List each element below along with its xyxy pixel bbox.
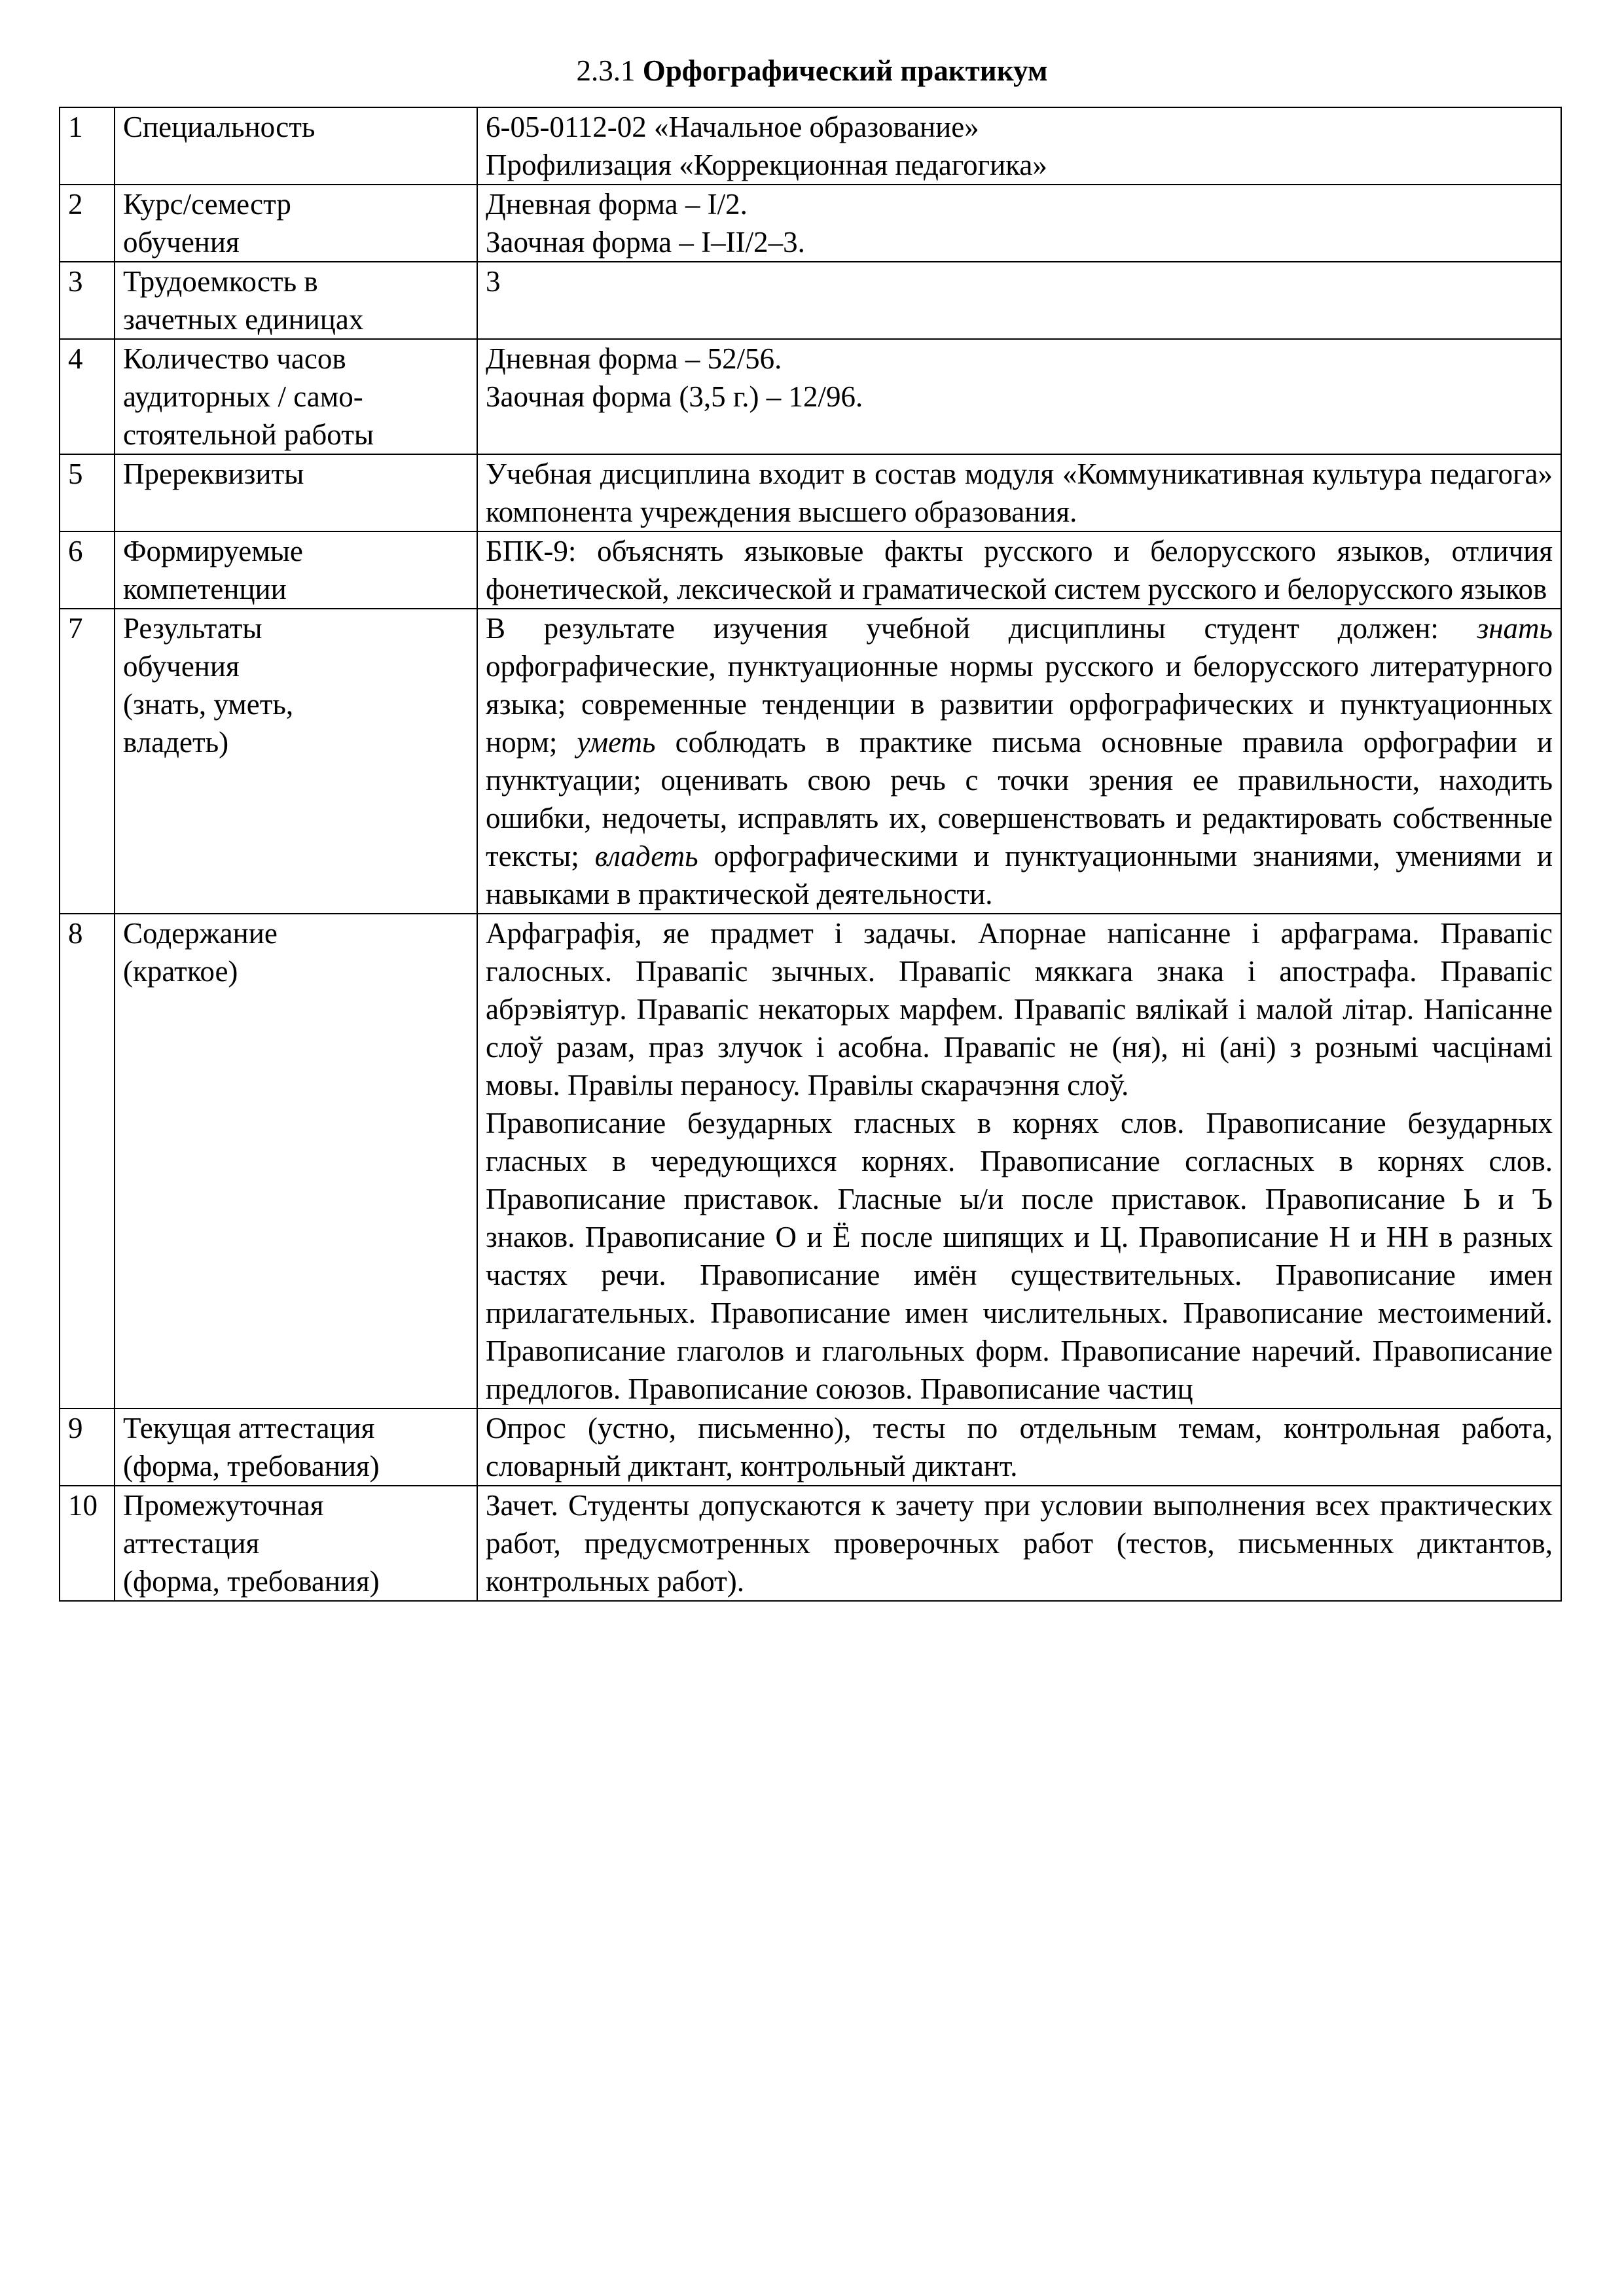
row-value: Зачет. Студенты допускаются к зачету при условии выполнения всех практических работ, предусмотренных проверочных работ (тестов, письменных диктантов, контрольных работ). [477,1486,1561,1601]
label-line: Промежуточная [123,1489,324,1522]
row-label [115,914,477,1408]
value-line: Дневная форма – I/2. [486,188,748,221]
label-line: компетенции [123,573,287,605]
table-row [60,609,1561,914]
row-label [115,1408,477,1486]
row-label [115,339,477,454]
value-line: 3 [486,265,501,298]
section-title: Орфографический практикум [642,54,1048,87]
page-title [0,51,1624,90]
label-line: Текущая аттестация [123,1412,375,1444]
row-number: 6 [60,531,115,609]
row-value [477,914,1561,1408]
label-line: зачетных единицах [123,303,364,336]
label-line: аттестация [123,1527,260,1560]
row-number: 4 [60,339,115,454]
row-number: 8 [60,914,115,1408]
row-value [477,609,1561,914]
label-line: Количество часов [123,342,346,375]
row-value [477,107,1561,185]
row-value [477,262,1561,339]
results-text: В результате изучения учебной дисциплины студент должен: [486,612,1439,645]
row-label [115,454,477,531]
row-label [115,107,477,185]
results-own: владеть [594,840,698,872]
label-line: Пререквизиты [123,457,304,490]
table-row [60,107,1561,185]
row-number: 7 [60,609,115,914]
course-spec-table [59,107,1562,1602]
label-line: обучения [123,226,240,259]
table-row [60,339,1561,454]
results-text: орфографические, пунктуационные нормы русского и белорусского литературного языка; современные тенденции в развитии орфографических и пунктуационных норм; [486,650,1553,759]
row-number: 5 [60,454,115,531]
row-label [115,1486,477,1601]
row-number: 10 [60,1486,115,1601]
label-line: Формируемые [123,535,303,567]
value-line: Дневная форма – 52/56. [486,342,782,375]
row-label [115,531,477,609]
label-line: (форма, требования) [123,1450,380,1482]
label-line: обучения [123,650,240,683]
label-line: (форма, требования) [123,1565,380,1598]
label-line: стоятельной работы [123,418,374,451]
row-value: БПК-9: объяснять языковые факты русского и белорусского языков, отличия фонетической, лексической и граматической систем русского и белорусского языков [477,531,1561,609]
label-line: Содержание [123,917,278,950]
value-line: 6-05-0112-02 «Начальное образование» [486,111,979,143]
table-row [60,1486,1561,1601]
value-line: Профилизация «Коррекционная педагогика» [486,149,1047,181]
row-label [115,609,477,914]
table-row [60,454,1561,531]
table-row [60,1408,1561,1486]
label-line: (краткое) [123,955,238,988]
row-value [477,185,1561,262]
label-line: (знать, уметь, [123,688,294,721]
label-line: Специальность [123,111,316,143]
value-line: Заочная форма – I–II/2–3. [486,226,805,259]
content-paragraph: Арфаграфія, яе прадмет і задачы. Апорнае напісанне і арфаграма. Правапіс галосных. Правапіс зычных. Правапіс мяккага знака і апострафа. Правапіс абрэвіятур. Правапіс некаторых марфем. Правапіс вялікай і малой літар. Напісанне слоў разам, праз злучок і асобна. Правапіс не (ня), ні (ані) з рознымі часцінамі мовы. Правілы пераносу. Правілы скарачэння слоў. [486,917,1553,1102]
content-paragraph: Правописание безударных гласных в корнях слов. Правописание безударных гласных в чередующихся корнях. Правописание согласных в корнях слов. Правописание приставок. Гласные ы/и после приставок. Правописание Ь и Ъ знаков. Правописание О и Ё после шипящих и Ц. Правописание Н и НН в разных частях речи. Правописание имён существительных. Правописание имен прилагательных. Правописание имен числительных. Правописание местоимений. Правописание глаголов и глагольных форм. Правописание наречий. Правописание предлогов. Правописание союзов. Правописание частиц [486,1107,1553,1405]
table-row [60,262,1561,339]
label-line: Трудоемкость в [123,265,318,298]
results-know: знать [1477,612,1553,645]
value-line: Заочная форма (3,5 г.) – 12/96. [486,380,863,413]
row-value: Опрос (устно, письменно), тесты по отдельным темам, контрольная работа, словарный диктант, контрольный диктант. [477,1408,1561,1486]
row-value: Учебная дисциплина входит в состав модуля «Коммуникативная культура педагога» компонента учреждения высшего образования. [477,454,1561,531]
table-row [60,914,1561,1408]
row-number: 3 [60,262,115,339]
results-text: соблюдать в практике письма основные правила орфографии и пунктуации; оценивать свою речь с точки зрения ее правильности, находить ошибки, недочеты, исправлять их, совершенствовать и редактировать собственные тексты; [486,726,1553,872]
row-number: 1 [60,107,115,185]
section-number: 2.3.1 [576,54,636,87]
table-row [60,185,1561,262]
table-row [60,531,1561,609]
row-label [115,185,477,262]
results-text: орфографическими и пунктуационными знаниями, умениями и навыками в практической деятельности. [486,840,1553,910]
row-value [477,339,1561,454]
label-line: Курс/семестр [123,188,291,221]
results-can: уметь [577,726,656,759]
label-line: аудиторных / само- [123,380,363,413]
label-line: Результаты [123,612,262,645]
row-number: 9 [60,1408,115,1486]
row-number: 2 [60,185,115,262]
label-line: владеть) [123,726,229,759]
row-label [115,262,477,339]
